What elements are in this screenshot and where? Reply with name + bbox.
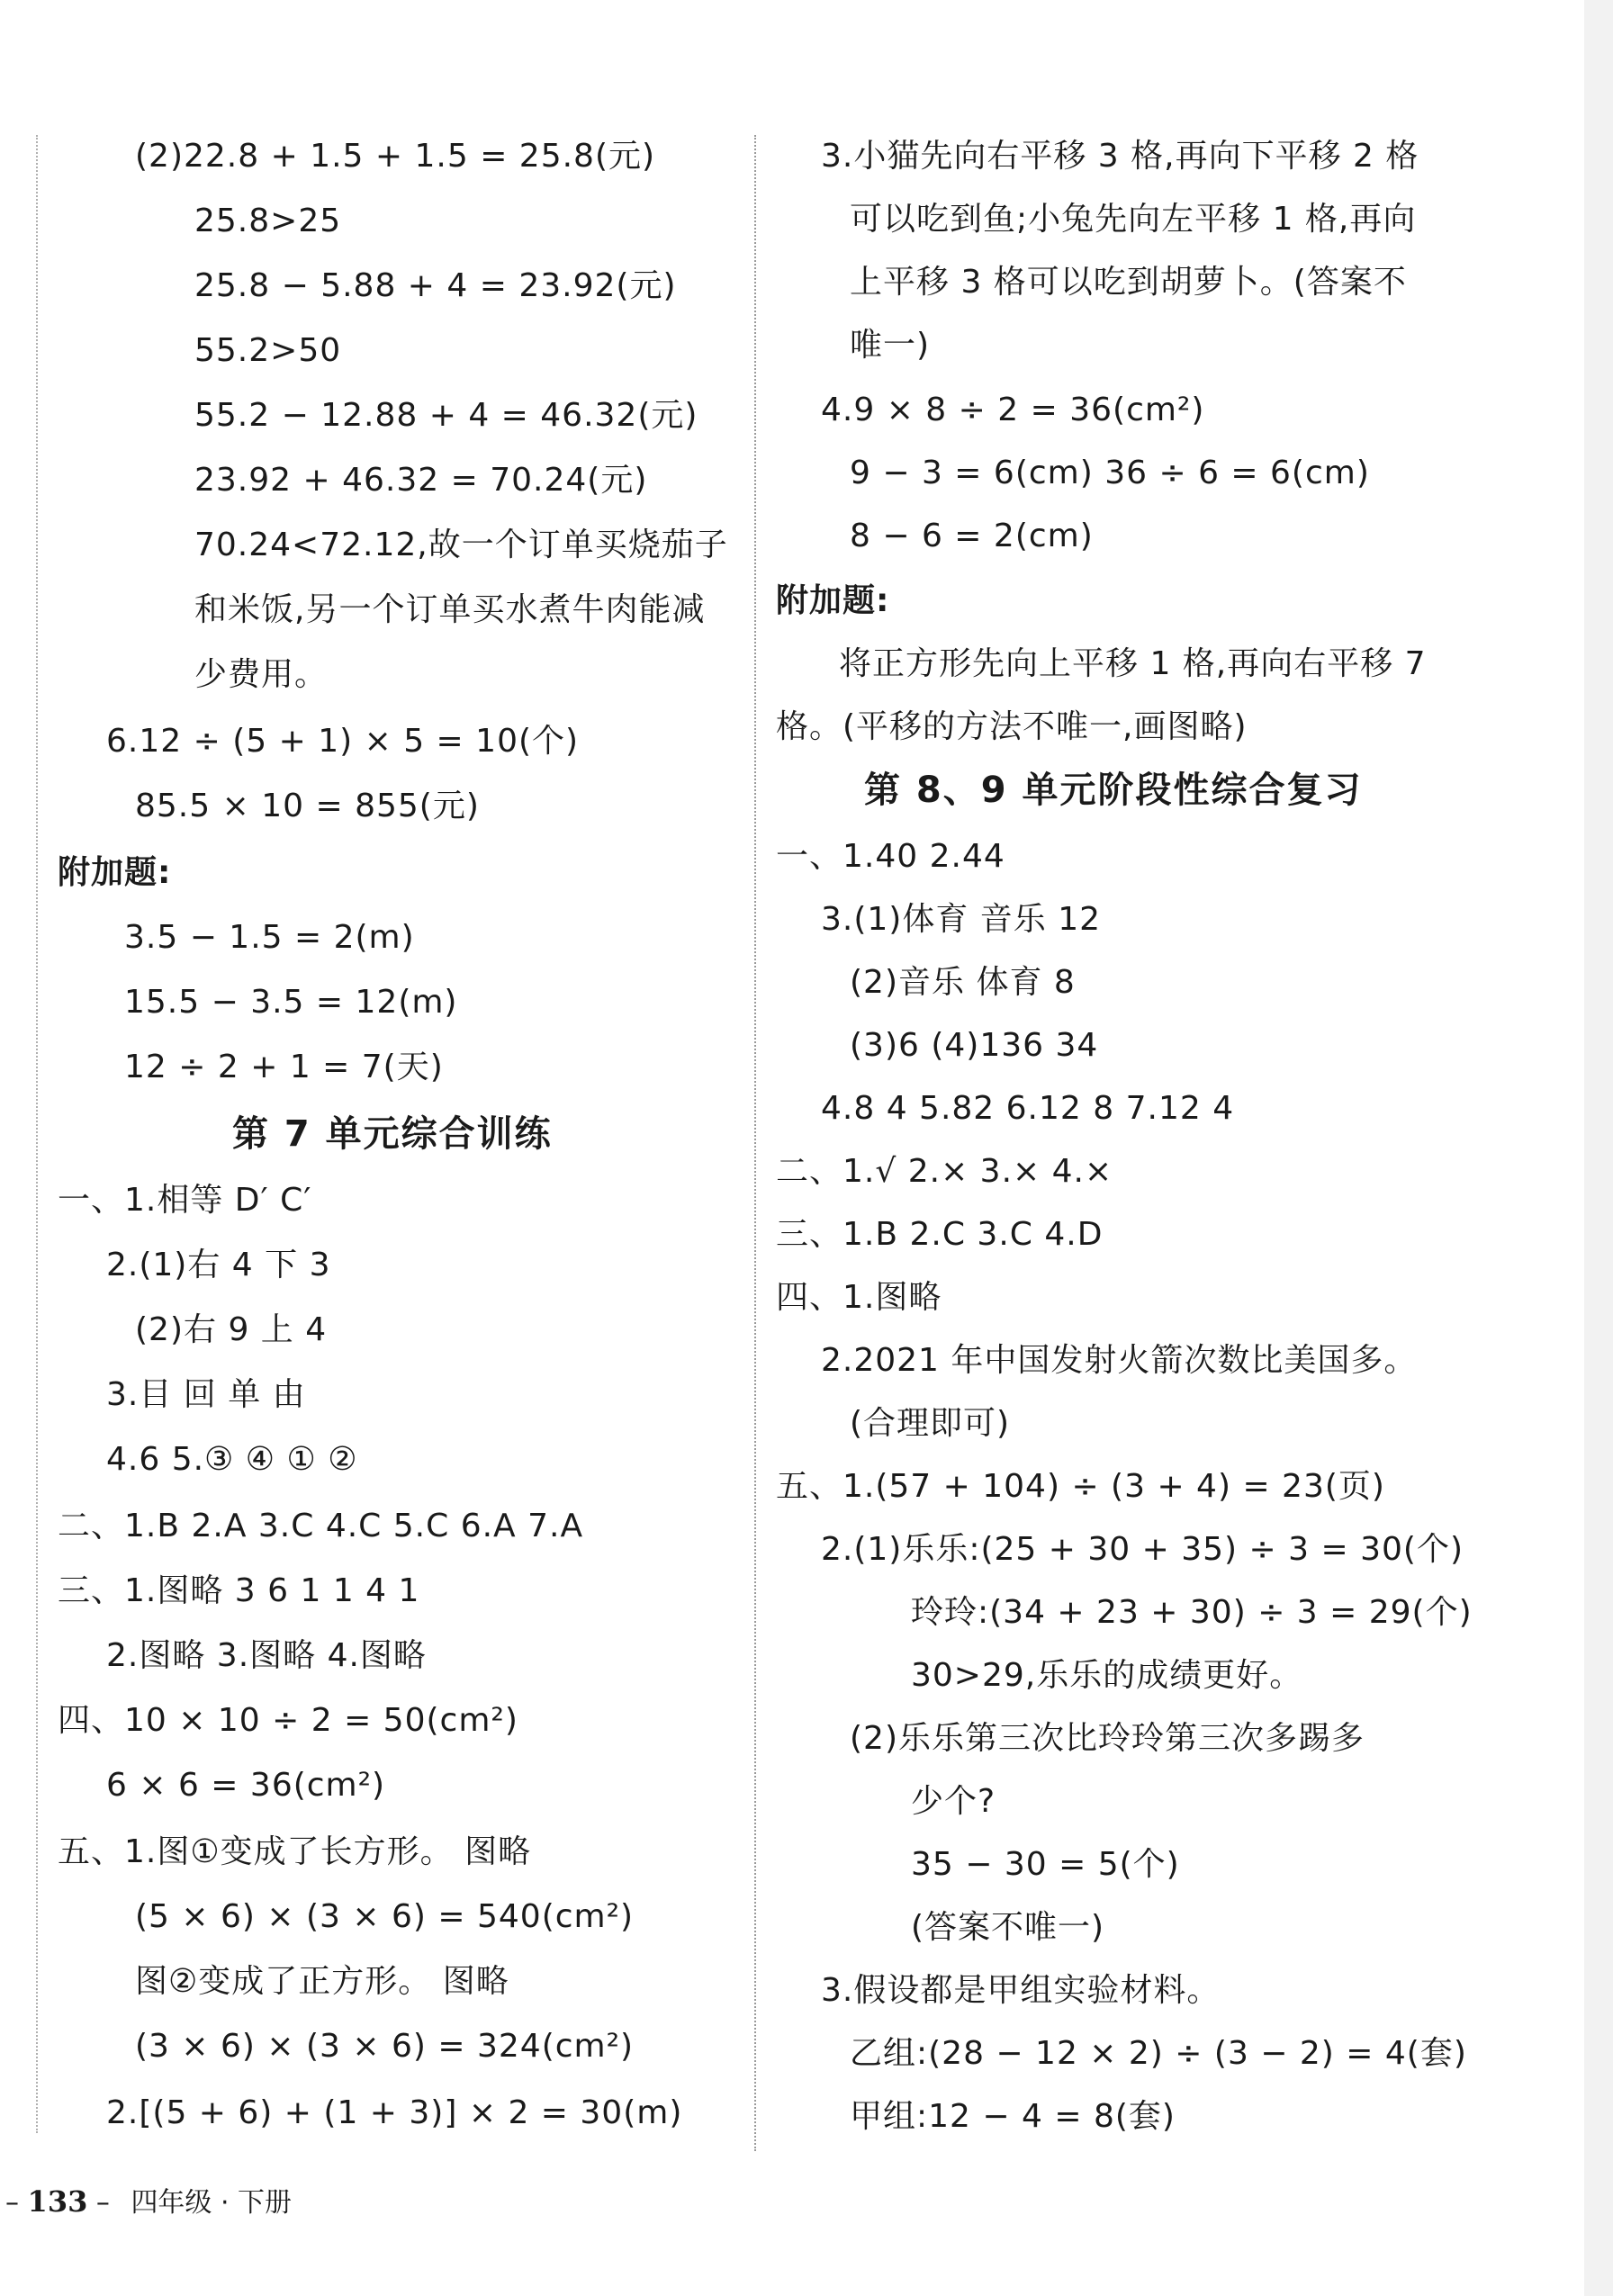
answer-line: 9 − 3 = 6(cm) 36 ÷ 6 = 6(cm) <box>850 455 1370 491</box>
answer-line: 五、1.(57 + 104) ÷ (3 + 4) = 23(页) <box>776 1468 1385 1505</box>
answer-line: 3.目 回 单 由 <box>106 1376 306 1413</box>
section-title: 第 7 单元综合训练 <box>232 1113 553 1155</box>
answer-line: (合理即可) <box>850 1405 1011 1442</box>
answer-line: 15.5 − 3.5 = 12(m) <box>124 984 458 1021</box>
answer-line: 6.12 ÷ (5 + 1) × 5 = 10(个) <box>106 723 580 760</box>
answer-line: 4.9 × 8 ÷ 2 = 36(cm²) <box>821 392 1205 428</box>
answer-line: 少个? <box>911 1783 996 1820</box>
answer-line: 四、10 × 10 ÷ 2 = 50(cm²) <box>58 1702 518 1739</box>
answer-line: 55.2>50 <box>194 332 342 369</box>
answer-line: 乙组:(28 − 12 × 2) ÷ (3 − 2) = 4(套) <box>850 2035 1467 2072</box>
answer-line: 一、1.相等 D′ C′ <box>58 1182 312 1219</box>
answer-line: 2.(1)乐乐:(25 + 30 + 35) ÷ 3 = 30(个) <box>821 1531 1464 1568</box>
answer-line: 3.(1)体育 音乐 12 <box>821 901 1102 938</box>
answer-line: 一、1.40 2.44 <box>776 838 1005 875</box>
bonus-heading: 附加题: <box>58 854 172 891</box>
answer-line: 二、1.B 2.A 3.C 4.C 5.C 6.A 7.A <box>58 1508 584 1544</box>
answer-line: 玲玲:(34 + 23 + 30) ÷ 3 = 29(个) <box>911 1594 1473 1631</box>
answer-line: 4.6 5.③ ④ ① ② <box>106 1441 358 1478</box>
answer-line: 35 − 30 = 5(个) <box>911 1846 1180 1883</box>
answer-line: 12 ÷ 2 + 1 = 7(天) <box>124 1049 444 1085</box>
footer-dash-right: – <box>95 2187 110 2219</box>
answer-line: 唯一) <box>850 327 931 364</box>
answer-line: 25.8>25 <box>194 203 342 239</box>
answer-line: 甲组:12 − 4 = 8(套) <box>850 2098 1176 2135</box>
answer-line: 五、1.图①变成了长方形。 图略 <box>58 1833 532 1870</box>
answer-line: (2)22.8 + 1.5 + 1.5 = 25.8(元) <box>135 138 656 175</box>
answer-line: 二、1.√ 2.× 3.× 4.× <box>776 1153 1113 1190</box>
grade-label: 四年级 · 下册 <box>131 2187 293 2219</box>
answer-line: (5 × 6) × (3 × 6) = 540(cm²) <box>135 1898 635 1935</box>
answer-line: 和米饭,另一个订单买水煮牛肉能减 <box>194 591 706 628</box>
answer-line: 四、1.图略 <box>776 1279 942 1316</box>
answer-line: 23.92 + 46.32 = 70.24(元) <box>194 462 648 499</box>
answer-line: 少费用。 <box>194 656 329 693</box>
answer-line: 25.8 − 5.88 + 4 = 23.92(元) <box>194 267 677 304</box>
answer-line: 三、1.图略 3 6 1 1 4 1 <box>58 1572 420 1609</box>
left-margin-rule <box>36 135 38 2133</box>
section-title: 第 8、9 单元阶段性综合复习 <box>864 770 1363 811</box>
answer-line: 将正方形先向上平移 1 格,再向右平移 7 <box>839 645 1427 682</box>
page-number: 133 <box>27 2184 88 2219</box>
answer-line: 2.[(5 + 6) + (1 + 3)] × 2 = 30(m) <box>106 2094 683 2131</box>
answer-line: (2)右 9 上 4 <box>135 1311 328 1348</box>
answer-line: (2)音乐 体育 8 <box>850 964 1076 1001</box>
answer-line: 4.8 4 5.82 6.12 8 7.12 4 <box>821 1090 1235 1127</box>
answer-line: 上平移 3 格可以吃到胡萝卜。(答案不 <box>850 264 1407 301</box>
answer-line: 可以吃到鱼;小兔先向左平移 1 格,再向 <box>850 201 1417 238</box>
answer-line: 2.图略 3.图略 4.图略 <box>106 1637 427 1674</box>
answer-line: (3 × 6) × (3 × 6) = 324(cm²) <box>135 2028 635 2065</box>
answer-line: 3.小猫先向右平移 3 格,再向下平移 2 格 <box>821 138 1419 175</box>
answer-line: 6 × 6 = 36(cm²) <box>106 1767 386 1804</box>
answer-line: 格。(平移的方法不唯一,画图略) <box>776 708 1248 745</box>
answer-line: (2)乐乐第三次比玲玲第三次多踢多 <box>850 1720 1365 1757</box>
answer-line: 2.(1)右 4 下 3 <box>106 1247 331 1283</box>
answer-line: 3.假设都是甲组实验材料。 <box>821 1972 1221 2009</box>
page-edge-shade <box>1584 0 1613 2296</box>
answer-line: 70.24<72.12,故一个订单买烧茄子 <box>194 527 728 563</box>
answer-line: 30>29,乐乐的成绩更好。 <box>911 1657 1303 1694</box>
column-divider <box>754 135 756 2151</box>
page-footer <box>5 2183 292 2221</box>
answer-line: 8 − 6 = 2(cm) <box>850 518 1094 554</box>
answer-line: 85.5 × 10 = 855(元) <box>135 788 480 824</box>
answer-line: 图②变成了正方形。 图略 <box>135 1963 509 2000</box>
answer-line: (3)6 (4)136 34 <box>850 1027 1099 1064</box>
bonus-heading: 附加题: <box>776 582 890 619</box>
footer-dash-left: – <box>5 2187 19 2219</box>
answer-line: 2.2021 年中国发射火箭次数比美国多。 <box>821 1342 1418 1379</box>
answer-line: 3.5 − 1.5 = 2(m) <box>124 919 415 956</box>
answer-line: 55.2 − 12.88 + 4 = 46.32(元) <box>194 397 698 434</box>
answer-line: (答案不唯一) <box>911 1909 1105 1946</box>
answer-line: 三、1.B 2.C 3.C 4.D <box>776 1216 1104 1253</box>
